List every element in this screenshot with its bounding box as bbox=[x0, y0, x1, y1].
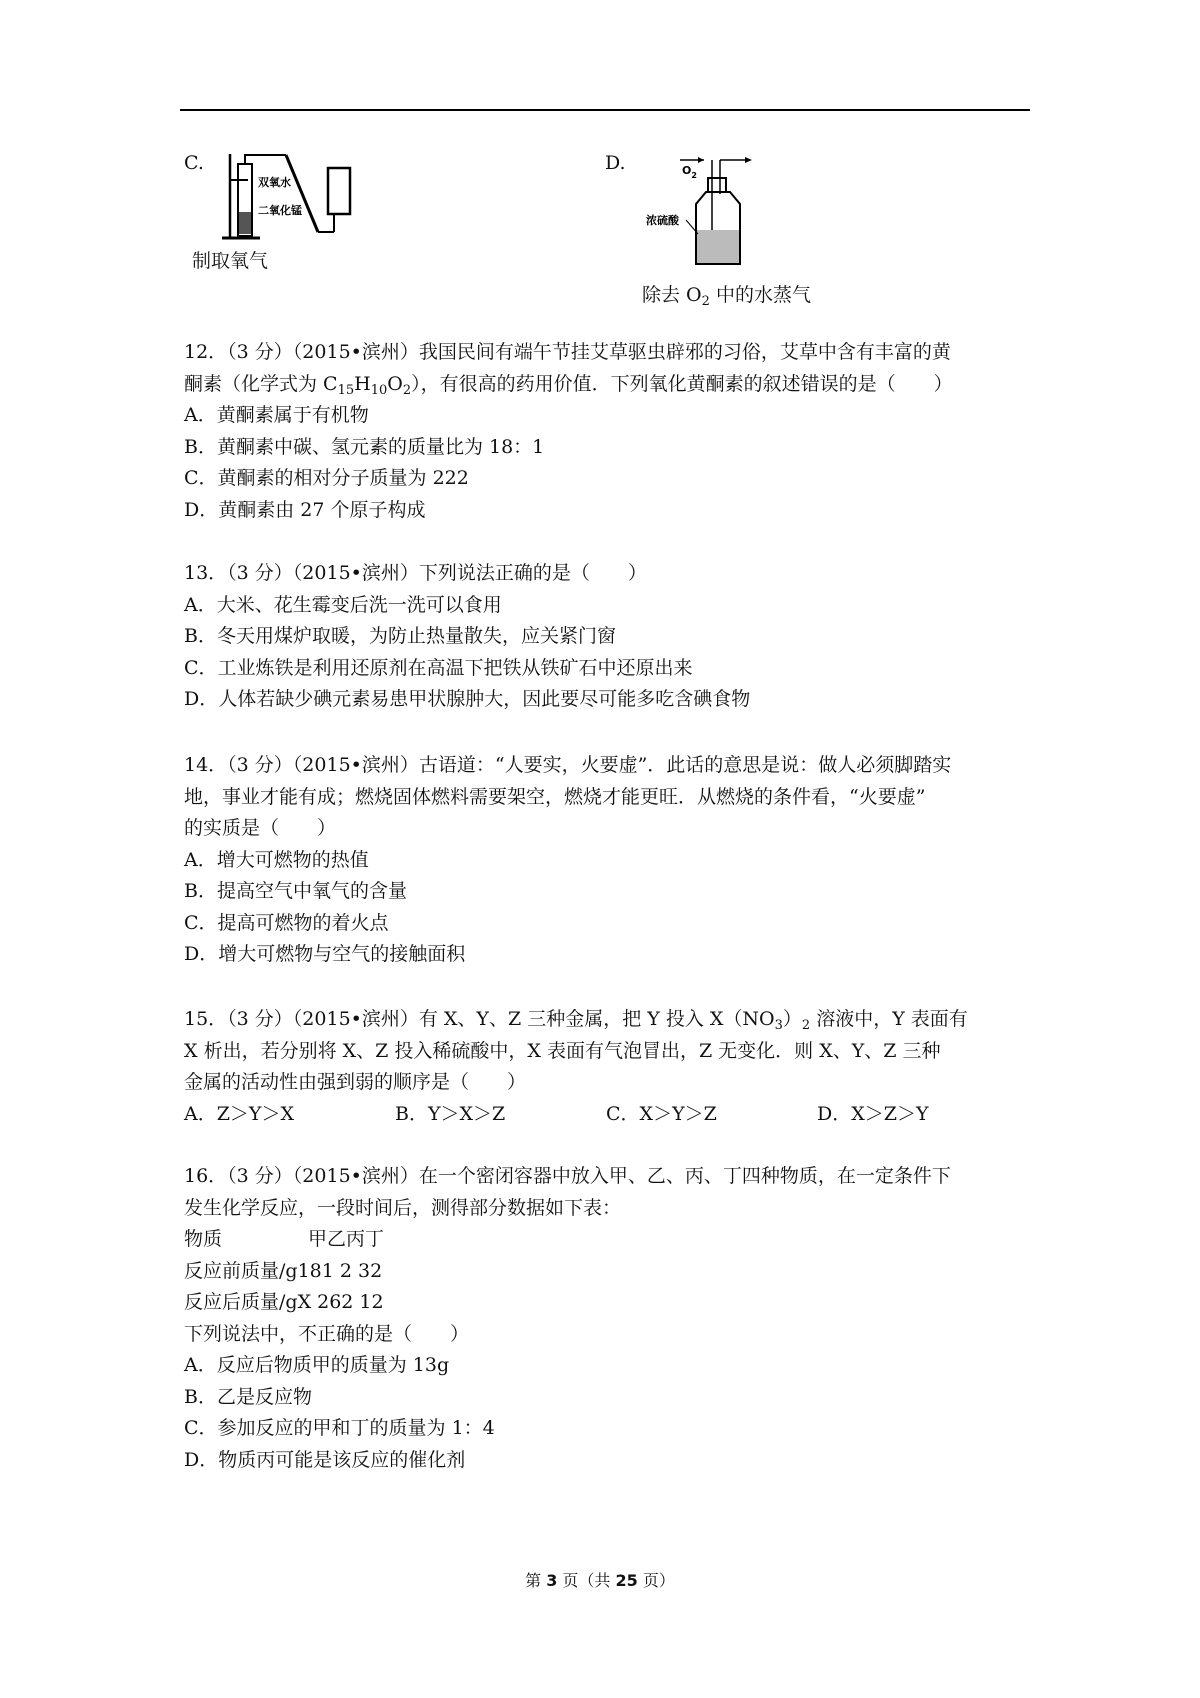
page-footer: 第 3 页（共 25 页） bbox=[525, 1571, 675, 1590]
q16-option-a: A．反应后物质甲的质量为 13g bbox=[184, 1354, 450, 1376]
q12-option-c: C．黄酮素的相对分子质量为 222 bbox=[184, 467, 469, 489]
q13-option-a: A．大米、花生霉变后洗一洗可以食用 bbox=[184, 593, 502, 616]
q14-stem-line1: 14．（3 分）（2015•滨州）古语道：“人要实，火要虚”．此话的意思是说：做人必须脚踏实 bbox=[184, 754, 952, 776]
q13-option-b: B．冬天用煤炉取暖，为防止热量散失，应关紧门窗 bbox=[184, 625, 616, 647]
q15-option-d: D．X＞Z＞Y bbox=[817, 1102, 929, 1125]
q16-option-b: B．乙是反应物 bbox=[184, 1385, 312, 1408]
q14-option-d: D．增大可燃物与空气的接触面积 bbox=[184, 943, 466, 965]
q16-table-row-before: 反应前质量/g181 2 32 bbox=[184, 1259, 383, 1282]
label-conc-sulfuric-acid: 浓硫酸 bbox=[646, 214, 679, 227]
q15-stem-line2: X 析出，若分别将 X、Z 投入稀硫酸中，X 表面有气泡冒出，Z 无变化．则 X、Y、Z 三种 bbox=[184, 1039, 941, 1062]
q15-option-a: A．Z＞Y＞X bbox=[184, 1102, 294, 1125]
q14-stem-line2: 地，事业才能有成；燃烧固体燃料需要架空，燃烧才能更旺．从燃烧的条件看，“火要虚” bbox=[184, 785, 926, 808]
label-manganese-dioxide: 二氧化锰 bbox=[258, 204, 302, 217]
q16-option-c: C．参加反应的甲和丁的质量为 1：4 bbox=[184, 1417, 495, 1439]
q16-option-d: D．物质丙可能是该反应的催化剂 bbox=[184, 1448, 466, 1471]
table-cell: 甲乙丙丁 bbox=[308, 1228, 385, 1250]
current-page-number: 3 bbox=[546, 1571, 558, 1590]
question-12 bbox=[184, 337, 1030, 526]
q16-stem-line2: 发生化学反应，一段时间后，测得部分数据如下表： bbox=[184, 1196, 622, 1219]
header-rule bbox=[180, 109, 1030, 111]
q12-option-d: D．黄酮素由 27 个原子构成 bbox=[184, 498, 426, 521]
q12-option-a: A．黄酮素属于有机物 bbox=[184, 404, 369, 426]
table-cell: 物质 bbox=[184, 1228, 223, 1250]
label-oxygen: $O_2$ bbox=[682, 164, 697, 180]
q14-option-a: A．增大可燃物的热值 bbox=[184, 848, 369, 871]
q12-stem-line1: 12．（3 分）（2015•滨州）我国民间有端午节挂艾草驱虫辟邪的习俗，艾草中含有丰富的黄 bbox=[184, 341, 951, 363]
question-16 bbox=[184, 1161, 1030, 1476]
q15-stem-line3: 金属的活动性由强到弱的顺序是（ ） bbox=[184, 1071, 527, 1093]
q13-option-d: D．人体若缺少碘元素易患甲状腺肿大，因此要尽可能多吃含碘食物 bbox=[184, 688, 751, 710]
q15-options-row bbox=[184, 1099, 1030, 1131]
label-hydrogen-peroxide: 双氧水 bbox=[258, 176, 291, 189]
q13-stem: 13．（3 分）（2015•滨州）下列说法正确的是（ ） bbox=[184, 562, 647, 584]
q16-table-header bbox=[184, 1224, 1030, 1256]
option-d-letter: D. bbox=[605, 152, 626, 174]
q14-option-b: B．提高空气中氧气的含量 bbox=[184, 880, 407, 902]
question-14 bbox=[184, 750, 1030, 971]
option-c-letter: C. bbox=[184, 152, 204, 174]
q15-option-b: B．Y＞X＞Z bbox=[395, 1102, 506, 1125]
q15-option-c: C．X＞Y＞Z bbox=[606, 1102, 717, 1125]
q16-stem-line1: 16．（3 分）（2015•滨州）在一个密闭容器中放入甲、乙、丙、丁四种物质，在一定条件下 bbox=[184, 1165, 951, 1187]
question-13 bbox=[184, 558, 1030, 716]
q16-question: 下列说法中，不正确的是（ ） bbox=[184, 1322, 470, 1345]
q16-table-row-after: 反应后质量/gX 262 12 bbox=[184, 1291, 384, 1313]
total-pages: 25 bbox=[615, 1571, 638, 1590]
question-15 bbox=[184, 1004, 1030, 1130]
q13-option-c: C．工业炼铁是利用还原剂在高温下把铁从铁矿石中还原出来 bbox=[184, 656, 693, 679]
q12-option-b: B．黄酮素中碳、氢元素的质量比为 18：1 bbox=[184, 435, 545, 458]
oxygen-apparatus-figure bbox=[218, 150, 368, 242]
q14-option-c: C．提高可燃物的着火点 bbox=[184, 911, 389, 934]
q14-stem-line3: 的实质是（ ） bbox=[184, 817, 337, 839]
option-c-caption: 制取氧气 bbox=[192, 250, 269, 272]
q15-stem-line1: 15．（3 分）（2015•滨州）有 X、Y、Z 三种金属，把 Y 投入 $X(NO_3)_2$ 溶液中，Y 表面有 bbox=[184, 1008, 968, 1033]
gas-washing-bottle-figure bbox=[640, 152, 780, 272]
option-d-caption: 除去 $O_2$ 中的水蒸气 bbox=[642, 284, 811, 309]
q12-stem-line2: 酮素（化学式为 $C_{15}H_{10}O_2$），有很高的药用价值．下列氧化黄酮素的叙述错误的是（ ） bbox=[184, 372, 953, 398]
